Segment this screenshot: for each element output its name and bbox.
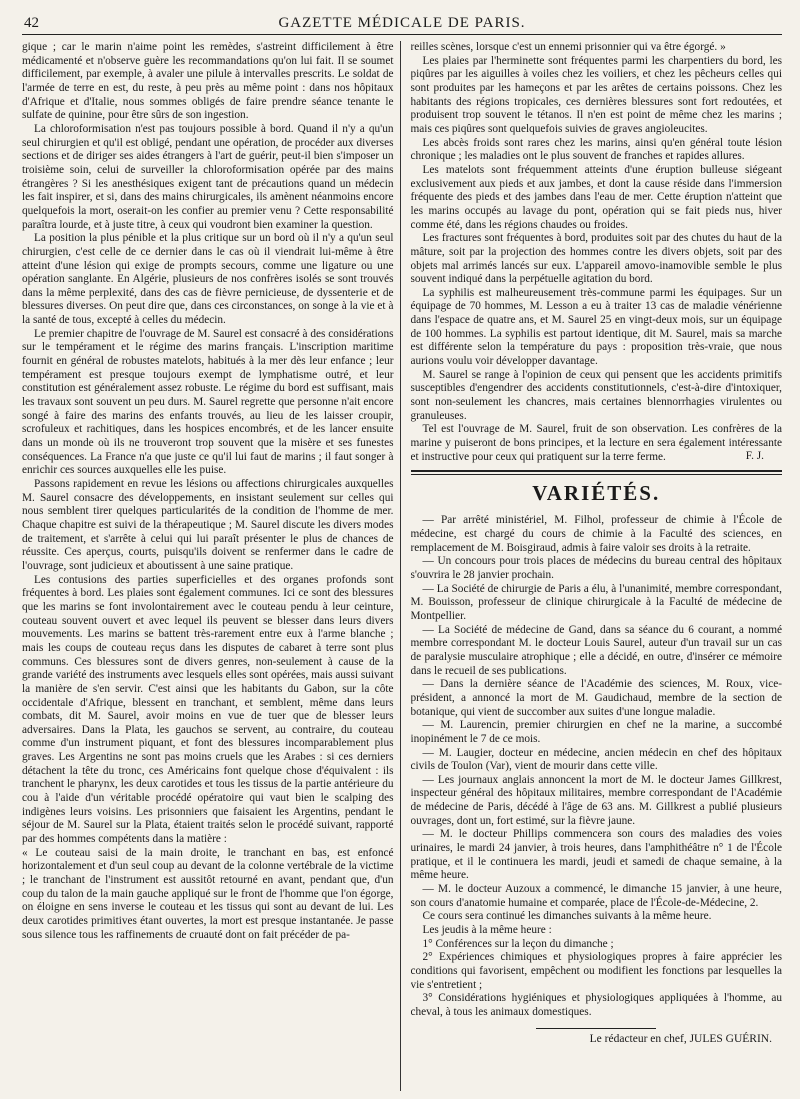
article-paragraph: Les plaies par l'herminette sont fréquentes parmi les charpentiers du bord, les piqûres par les aiguilles à voiles chez les voiliers, et chez les pêcheurs celles qui sont produites par les hameçons et par les arêtes de certains poissons. Chez les habitants des régions tropicales, ces dernières blessures sont fort redoutées, et produisent trop souvent le tétanos. Il n'en est point de même chez les marins ; mais ces piqûres sont quelquefois suivies de graves angioleucites. xyxy=(410,54,782,135)
article-paragraph: Les abcès froids sont rares chez les marins, ainsi qu'en général toute lésion chronique ; les maladies ont le plus souvent de franches et rapides allures. xyxy=(410,136,782,163)
article-paragraph: Tel est l'ouvrage de M. Saurel, fruit de son observation. Les confrères de la marine y puiseront de bons principes, et la lecture en sera également intéressante et instructive pour ceux qui pratiquent sur la terre ferme. xyxy=(410,423,782,463)
section-rule xyxy=(411,470,783,472)
news-item: 1° Conférences sur la leçon du dimanche ; xyxy=(422,937,614,950)
article-paragraph: gique ; car le marin n'aime point les remèdes, s'astreint difficilement à être médicamenté et n'observe guère les recommandations qu'on lui fait. Il se soumet difficilement, par exemple, à avaler une pilule à intervalles prescrits. Le soldat de l'armée de terre en est, du reste, à peu près au même point : dans nos hôpitaux d'Afrique et d'Italie, nous sommes obligés de faire prendre séance tenante le sulfate de quinine, pour être sûrs de son ingestion. xyxy=(22,41,394,122)
news-item: — Un concours pour trois places de médecins du bureau central des hôpitaux s'ouvrira le 28 janvier prochain. xyxy=(410,555,782,581)
article-paragraph: Le premier chapitre de l'ouvrage de M. Saurel est consacré à des considérations sur le tempérament et le régime des marins français. L'inscription maritime fournit en général de robustes matelots, habitués à la mer dès leur enfance ; leur tempérament est presque toujours exempt de lymphatisme outré, et leur constitution est généralement assez robuste. Le régime du bord est suffisant, mais les travaux sont souvent un peu durs. M. Saurel regrette que personne n'ait encore songé à faire des marins des enfants trouvés, au lieu de les laisser croupir, scrofuleux et rachitiques, dans les hospices encombrés, et de les lancer ensuite dans un monde où ils ne trouveront trop souvent que la misère et ses funestes conséquences. La France n'a que juste ce qu'il lui faut de marins ; il faut songer à enrichir ces sources auxquelles elle les puise. xyxy=(22,327,394,477)
article-paragraph: M. Saurel se range à l'opinion de ceux qui pensent que les accidents primitifs susceptibles d'engendrer des accidents constitutionnels, c'est-à-dire d'intoxiquer, sont non-seulement les chancres, mais certaines blennorrhagies virulentes ou granuleuses. xyxy=(410,368,782,422)
page-number: 42 xyxy=(24,15,39,31)
article-quote: « Le couteau saisi de la main droite, le tranchant en bas, est enfoncé horizontalement et d'un seul coup au devant de la colonne vertébrale de la victime ; le tranchant de l'instrument est aussitôt retourné en avant, pendant que, d'un coup du talon de la main gauche appliqué sur le front de l'homme que l'on égorge, on éloigne en sens inverse le couteau et les tissus qui sont au devant de lui. Les deux carotides primitives étant ouvertes, la mort est presque instantanée. Je passe sous silence tous les raffinements de cruauté dont on fait précéder de pa- xyxy=(22,846,394,941)
text-columns xyxy=(22,41,782,1091)
news-item: — La Société de médecine de Gand, dans sa séance du 6 courant, a nommé membre correspondant M. le docteur Louis Saurel, auteur d'un travail sur un cas de paralysie musculaire atrophique ; elle a décidé, en outre, d'insérer ce mémoire dans le recueil de ses publications. xyxy=(410,623,782,677)
news-item: — Dans la dernière séance de l'Académie des sciences, M. Roux, vice-président, a annoncé la mort de M. Gaudichaud, membre de la section de botanique, qui vient de succomber aux suites d'une longue maladie. xyxy=(410,678,782,718)
news-item: 2° Expériences chimiques et physiologiques propres à faire apprécier les conditions qui favorisent, empêchent ou modifient les fonctions par lesquelles la vie s'entretient ; xyxy=(410,951,782,991)
news-item: — M. Laugier, docteur en médecine, ancien médecin en chef des hôpitaux civils de Toulon (Var), vient de mourir dans cette ville. xyxy=(410,746,782,773)
article-paragraph: Les contusions des parties superficielles et des organes profonds sont fréquentes à bord. Les plaies sont également communes. Ici ce sont des blessures que les marins se font involontairement avec le couteau pendu à leur ceinture, couteau souvent ouvert et avec lequel ils peuvent se blesser dans leurs divers mouvements. Les marins se battent très-rarement entre eux à l'arme blanche ; mais les coups de couteau reçus dans les disputes de cabaret à terre sont plus communs. Ces blessures sont de divers genres, non-seulement à cause de la grande variété des instruments avec lesquels elles sont opérées, mais aussi suivant la manière de s'en servir. C'est ainsi que les habitants du Gabon, sur la côte occidentale d'Afrique, blessent en tranchant, et semblent, même dans leurs combats, dit M. Saurel, avoir moins en vue de tuer que de blesser leurs adversaires. Dans la Plata, les gauchos se servent, au contraire, du couteau comme d'un instrument piquant, et font des blessures incomparablement plus graves. Les Argentins ne sont pas moins cruels que les Arabes : si ces derniers détachent la tête du tronc, ces Américains font quelque chose d'équivalent : ils tranchent le pharynx, les deux carotides et tous les tissus de la partie antérieure du cou à l'aide d'un véritable procédé opératoire qui vaut bien le scalping des indigènes leurs voisins. Les prisonniers que faisaient les Argentins, pendant le séjour de M. Saurel sur la Plata, étaient traités selon le procédé suivant, rapporté par des hommes compétents dans la matière : xyxy=(22,573,394,846)
news-item: — La Société de chirurgie de Paris a élu, à l'unanimité, membre correspondant, M. Bouisson, professeur de clinique chirurgicale à la Faculté de médecine de Montpellier. xyxy=(410,582,782,622)
editor-line: Le rédacteur en chef, JULES GUÉRIN. xyxy=(589,1032,772,1045)
news-item: Les jeudis à la même heure : xyxy=(422,924,552,937)
news-item: Ce cours sera continué les dimanches suivants à la même heure. xyxy=(422,910,712,923)
article-paragraph: La position la plus pénible et la plus critique sur un bord où il n'y a qu'un seul chirurgien, c'est celle de ce dernier dans le cas où il viendrait lui-même à être atteint d'une lésion qui exige de prompts secours, comme une ligature ou une opération sanglante. En Algérie, plusieurs de nos confrères isolés se sont trouvés dans la même perplexité, dans des cas de fièvre pernicieuse, de dyssenterie et de blessures diverses. On peut dire que, dans ces circonstances, on songe à la vie et à la santé de tous, excepté à celles du médecin. xyxy=(22,232,394,327)
news-item: — Par arrêté ministériel, M. Filhol, professeur de chimie à l'École de médecine, est chargé du cours de chimie à la Faculté des sciences, en remplacement de M. Boisgiraud, admis à faire valoir ses droits à la retraite. xyxy=(410,514,782,554)
news-item: — M. le docteur Auzoux a commencé, le dimanche 15 janvier, à une heure, son cours d'anatomie humaine et comparée, place de l'École-de-Médecine, 2. xyxy=(410,883,782,909)
article-signature: F. J. xyxy=(745,450,764,463)
article-paragraph: Les fractures sont fréquentes à bord, produites soit par des chutes du haut de la mâture, soit par la projection des hommes contre les divers objets, soit par des objets mal arrimés lancés sur eux. L'appareil amovo-inamovible semble le plus souvent indiqué dans la perpétuelle agitation du bord. xyxy=(410,232,782,286)
right-column xyxy=(411,41,783,1091)
varietes-list xyxy=(411,514,783,1019)
article-paragraph: La syphilis est malheureusement très-commune parmi les équipages. Sur un équipage de 70 hommes, M. Lesson a eu à traiter 13 cas de maladie vénérienne dans l'espace de quatre ans, et M. Saurel 25 en vingt-deux mois, sur un équipage de 100 hommes. La syphilis est partout identique, dit M. Saurel, mais sa marche est différente selon la température du pays : proposition très-vraie, que nous aurions voulu voir développer davantage. xyxy=(410,286,782,368)
article-paragraph: Les matelots sont fréquemment atteints d'une éruption bulleuse siégeant exclusivement aux pieds et aux jambes, et dont la cause réside dans l'immersion fréquente des pieds et des jambes dans l'eau de mer. Cette éruption n'atteint que les marins occupés au lavage du pont, opération qui se fait pieds nus, hiver comme été, dans les régions chaudes ou froides. xyxy=(410,163,782,231)
journal-title: GAZETTE MÉDICALE DE PARIS. xyxy=(278,15,526,31)
news-item: — M. Laurencin, premier chirurgien en chef ne la marine, a succombé inopinément le 7 de ce mois. xyxy=(410,719,782,745)
news-item: — M. le docteur Phillips commencera son cours des maladies des voies urinaires, le mardi 24 janvier, à trois heures, dans l'amphithéâtre n° 1 de l'École pratique, et il le continuera les mardi, jeudi et samedi de chaque semaine, à la même heure. xyxy=(410,828,782,882)
news-item: 3° Considérations hygiéniques et physiologiques appliquées à l'homme, au cheval, à tous les animaux domestiques. xyxy=(410,992,782,1018)
news-item: — Les journaux anglais annoncent la mort de M. le docteur James Gillkrest, inspecteur général des hôpitaux militaires, membre correspondant de l'Académie de médecine de Paris, décédé à l'âge de 63 ans. M. Gillkrest a publié plusieurs ouvrages, dont un, fort estimé, sur la fièvre jaune. xyxy=(410,773,782,827)
article-paragraph: La chloroformisation n'est pas toujours possible à bord. Quand il n'y a qu'un seul chirurgien et qu'il est obligé, pendant une opération, de procéder aux diverses sections et de diriger ses aides étrangers à l'art de guérir, peut-il bien s'imposer un troisième soin, celui de surveiller la chloroformisation opérée par des mains étrangères ? Si les anesthésiques exigent tant de précautions quand un médecin les fait inspirer, et si, dans des mains chirurgicales, ils amènent néanmoins encore quelquefois la mort, oserait-on les confier au premier venu ? Cette responsabilité paraîtra lourde, et à juste titre, à ceux qui voudront bien examiner la question. xyxy=(22,122,394,231)
section-title-varietes: VARIÉTÉS. xyxy=(532,481,661,506)
footer-rule xyxy=(536,1028,656,1029)
article-paragraph: reilles scènes, lorsque c'est un ennemi prisonnier qui va être égorgé. » xyxy=(410,41,726,53)
page-header xyxy=(22,12,782,35)
section-rule xyxy=(411,474,783,475)
article-paragraph: Passons rapidement en revue les lésions ou affections chirurgicales auxquelles M. Saurel consacre des développements, en insistant seulement sur celles qui nous semblent tirer quelques particularités de la condition de l'homme de mer. Chaque chapitre est suivi de la thérapeutique ; M. Saurel discute les divers modes de traitement, et s'arrête à celui qui lui paraît présenter le plus de chances de réussite. Ces aperçus, courts, puisqu'ils doivent se renfermer dans le cadre de l'ouvrage, sont judicieux et aboutissent à une saine pratique. xyxy=(22,478,394,572)
left-column xyxy=(22,41,401,1091)
